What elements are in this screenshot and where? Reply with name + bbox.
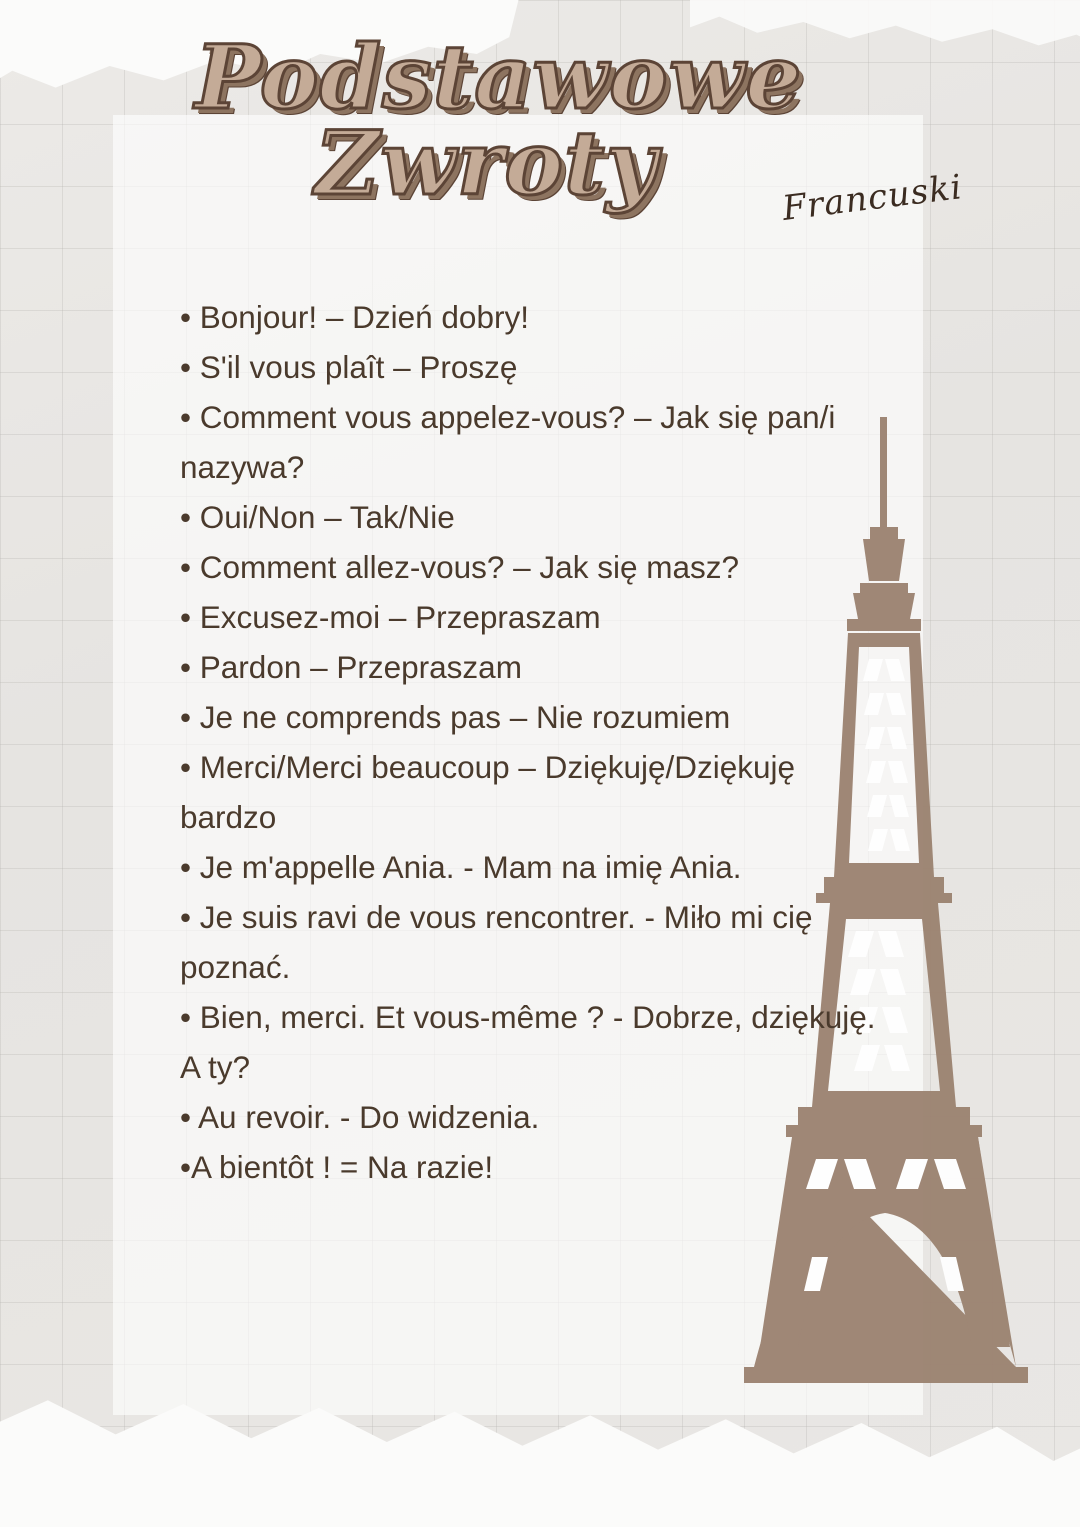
torn-paper-top-right <box>690 0 1080 76</box>
torn-paper-top-left <box>0 0 520 114</box>
list-item: •A bientôt ! = Na razie! <box>180 1149 494 1185</box>
list-item: • Excusez-moi – Przepraszam <box>180 599 601 635</box>
subtitle-handwriting: Francuski <box>780 167 965 229</box>
list-item: • Comment allez-vous? – Jak się masz? <box>180 549 739 585</box>
list-item: • Bonjour! – Dzień dobry! <box>180 299 529 335</box>
list-item: • Oui/Non – Tak/Nie <box>180 499 455 535</box>
list-item: • Je suis ravi de vous rencontrer. - Miło mi cię poznać. <box>180 899 813 985</box>
list-item: • Comment vous appelez-vous? – Jak się pan/i nazywa? <box>180 399 836 485</box>
list-item: • S'il vous plaît – Proszę <box>180 349 518 385</box>
title-line-1: Podstawowe <box>195 25 803 129</box>
phrase-list <box>180 292 900 1192</box>
list-item: • Bien, merci. Et vous-même ? - Dobrze, dziękuję. A ty? <box>180 999 876 1085</box>
list-item: • Je ne comprends pas – Nie rozumiem <box>180 699 731 735</box>
list-item: • Pardon – Przepraszam <box>180 649 522 685</box>
list-item: • Au revoir. - Do widzenia. <box>180 1099 540 1135</box>
list-item: • Merci/Merci beaucoup – Dziękuję/Dziękuję bardzo <box>180 749 796 835</box>
list-item: • Je m'appelle Ania. - Mam na imię Ania. <box>180 849 742 885</box>
title-line-2: Zwroty <box>315 111 658 216</box>
